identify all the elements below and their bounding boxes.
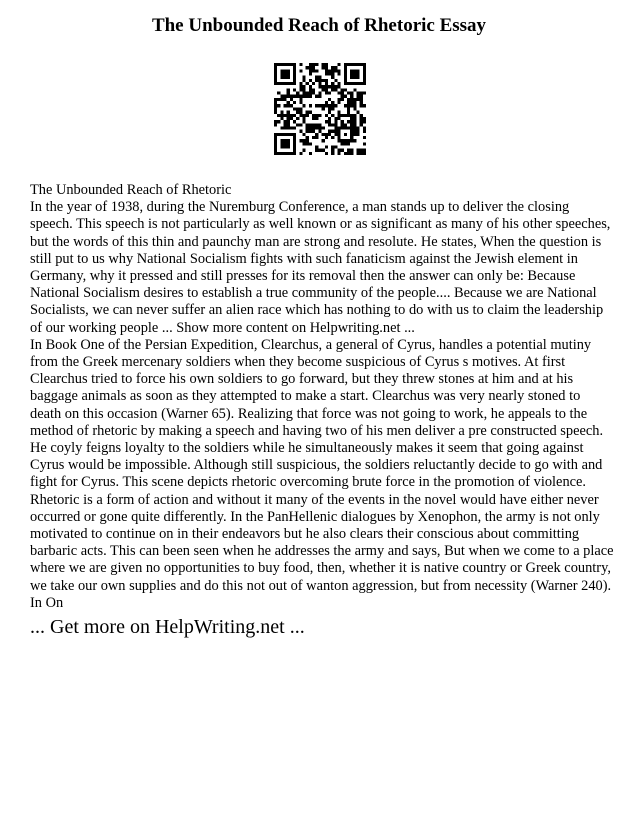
document-title: The Unbounded Reach of Rhetoric Essay — [151, 15, 487, 36]
essay-paragraph: In the year of 1938, during the Nuremburg Conference, a man stands up to deliver the closing speech. This speech is not particularly as well known or as significant as many of his other speeches, but the words of this thin and paunchy man are strong and resolute. He states, When the question is still put to us why National Socialism fights with such fanaticism against the Jewish element in Germany, why it pressed and still presses for its removal then the answer can only be: Because National Socialism desires to establish a true community of the people.... Because we are National Socialists, we can never suffer an alien race which has nothing to do with us to claim the leadership of our working people ... Show more content on Helpwriting.net ... — [30, 199, 611, 336]
essay-paragraph: In On — [30, 594, 64, 611]
qr-code-icon — [274, 63, 366, 155]
essay-paragraph: In Book One of the Persian Expedition, Clearchus, a general of Cyrus, handles a potential mutiny from the Greek mercenary soldiers when they become suspicious of Cyrus s motives. At first Clearchus tried to force his own soldiers to go forward, but they threw stones at him and at his baggage animals as soon as they attempted to make a start. Clearchus was very nearly stoned to death on this occasion (Warner 65). Realizing that force was not going to work, he appeals to the method of rhetoric by making a speech and having two of his men deliver a pre constructed speech. He coyly feigns loyalty to the soldiers while he simultaneously makes it seem that going against Cyrus would be impossible. Although still suspicious, the soldiers reluctantly decide to go with and fight for Cyrus. This scene depicts rhetoric overcoming brute force in the promotion of violence. Rhetoric is a form of action and without it many of the events in the novel would have either never occurred or gone quite differently. In the PanHellenic dialogues by Xenophon, the army is not only motivated to continue on in their endeavors but he also clears their conscious about committing barbaric acts. This can been seen when he addresses the army and says, But when we come to a place where we are given no opportunities to buy food, then, whether it is native country or Greek country, we take our own supplies and do this not out of wanton aggression, but from necessity (Warner 240). — [30, 336, 614, 594]
get-more-link[interactable]: ... Get more on HelpWriting.net ... — [30, 616, 305, 638]
essay-heading: The Unbounded Reach of Rhetoric — [30, 182, 232, 198]
essay-body — [30, 182, 614, 612]
